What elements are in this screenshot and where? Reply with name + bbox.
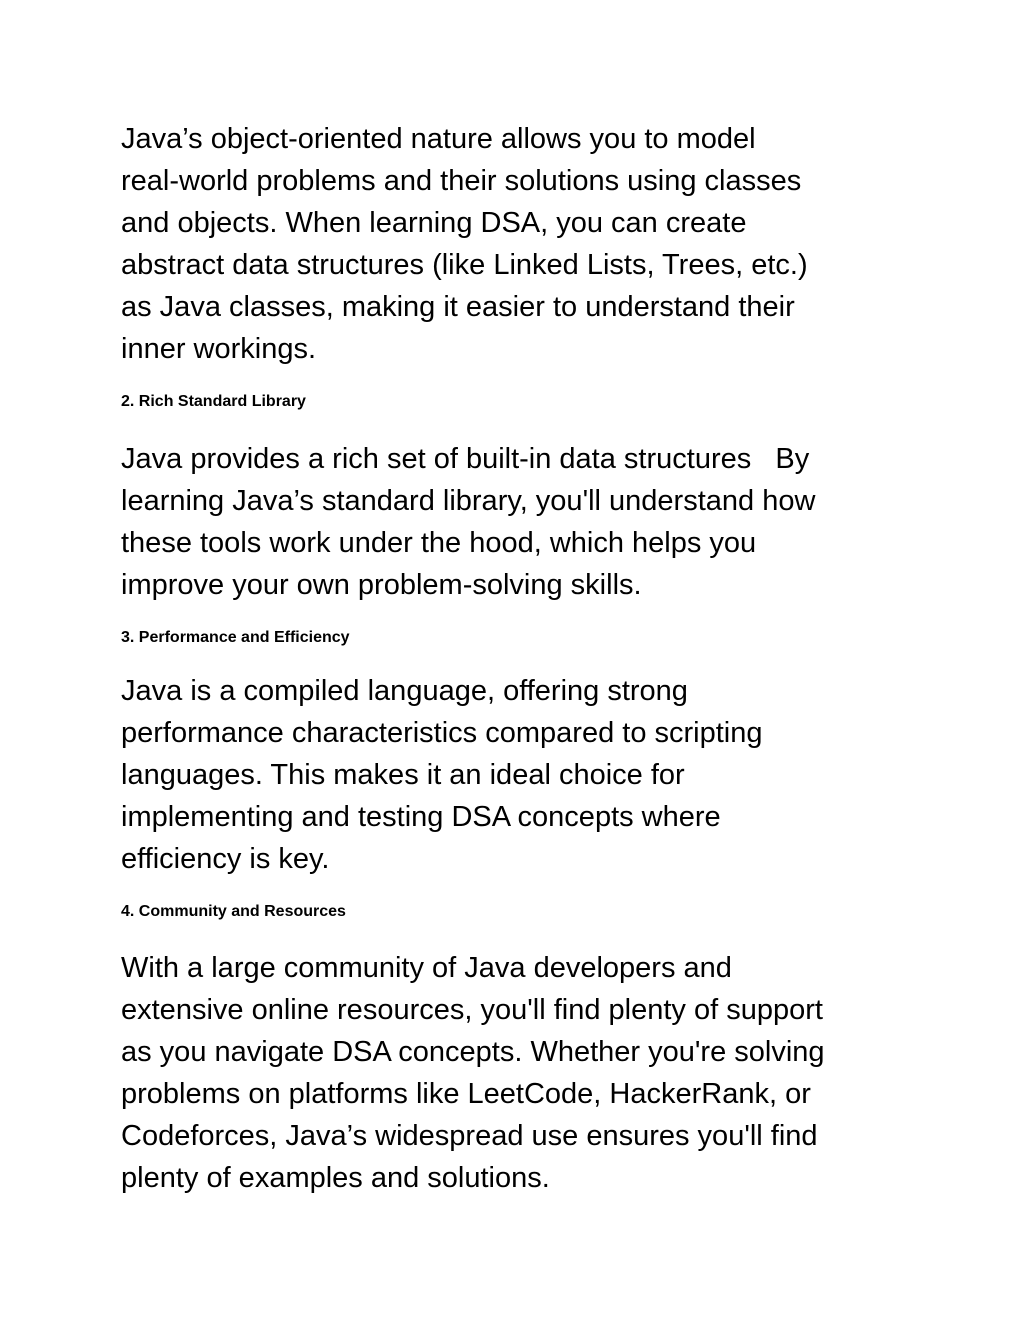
paragraph-line: extensive online resources, you'll find plenty of support — [121, 994, 823, 1026]
paragraph-line: inner workings. — [121, 333, 317, 365]
paragraph-line: as you navigate DSA concepts. Whether you're solving — [121, 1036, 825, 1068]
paragraph-line: implementing and testing DSA concepts where — [121, 801, 721, 833]
paragraph-line: these tools work under the hood, which helps you — [121, 527, 757, 559]
paragraph-line: languages. This makes it an ideal choice for — [121, 759, 685, 791]
paragraph-line: real-world problems and their solutions using classes — [121, 165, 802, 197]
paragraph-line: Java provides a rich set of built-in data structures By — [121, 443, 810, 475]
paragraph-line: Java’s object-oriented nature allows you to model — [121, 123, 756, 155]
paragraph-line: problems on platforms like LeetCode, HackerRank, or — [121, 1078, 811, 1110]
paragraph-community — [121, 947, 904, 1199]
paragraph-performance — [121, 670, 904, 880]
paragraph-line: With a large community of Java developers and — [121, 952, 732, 984]
paragraph-line: as Java classes, making it easier to understand their — [121, 291, 795, 323]
paragraph-standard-library — [121, 438, 904, 606]
paragraph-line: and objects. When learning DSA, you can create — [121, 207, 747, 239]
paragraph-line: Java is a compiled language, offering strong — [121, 675, 688, 707]
paragraph-line: efficiency is key. — [121, 843, 330, 875]
paragraph-line: Codeforces, Java’s widespread use ensures you'll find — [121, 1120, 818, 1152]
paragraph-line: performance characteristics compared to scripting — [121, 717, 763, 749]
paragraph-object-oriented — [121, 118, 904, 370]
section-heading-performance: 3. Performance and Efficiency — [121, 629, 350, 646]
paragraph-line: learning Java’s standard library, you'll understand how — [121, 485, 816, 517]
section-heading-community: 4. Community and Resources — [121, 903, 346, 920]
section-heading-standard-library: 2. Rich Standard Library — [121, 393, 306, 410]
paragraph-line: improve your own problem-solving skills. — [121, 569, 642, 601]
paragraph-line: plenty of examples and solutions. — [121, 1162, 550, 1194]
paragraph-line: abstract data structures (like Linked Lists, Trees, etc.) — [121, 249, 808, 281]
